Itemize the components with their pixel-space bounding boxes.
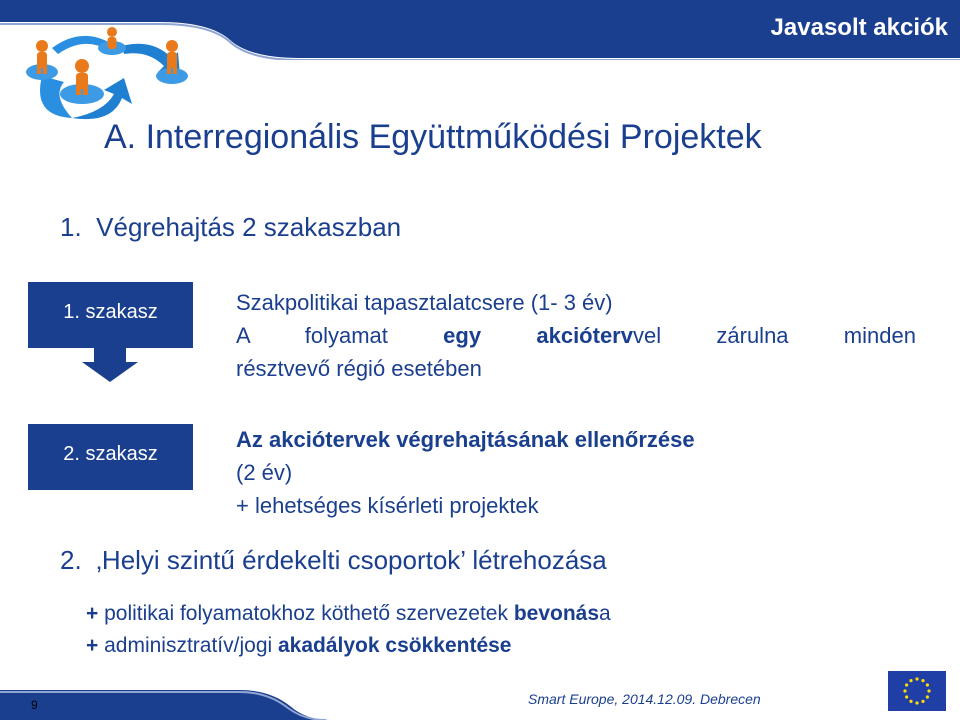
eu-star — [926, 683, 929, 686]
eu-star — [926, 695, 929, 698]
eu-star — [921, 700, 924, 703]
stage-2-line-2: (2 év) — [236, 460, 293, 485]
page-number: 9 — [31, 698, 38, 712]
page-title: A. Interregionális Együttműködési Projektek — [104, 118, 762, 156]
eu-star — [905, 683, 908, 686]
section-2-text: ‚Helyi szintű érdekelti csoportok’ létrehozása — [96, 545, 607, 575]
list-item: + adminisztratív/jogi akadályok csökkentése — [86, 634, 512, 657]
stage-1-line-1: Szakpolitikai tapasztalatcsere (1- 3 év) — [236, 290, 613, 315]
stage-1-description — [236, 286, 916, 385]
footer-bar — [0, 676, 960, 720]
stage-1-line-3: résztvevő régió esetében — [236, 356, 482, 381]
eu-star — [905, 695, 908, 698]
section-1-heading — [60, 212, 401, 243]
list-item: + politikai folyamatokhoz köthető szervezetek bevonása — [86, 602, 611, 625]
eu-star — [921, 679, 924, 682]
eu-star — [903, 689, 906, 692]
eu-star — [915, 701, 918, 704]
eu-flag-icon — [888, 671, 946, 711]
header-title: Javasolt akciók — [770, 14, 948, 41]
eu-star — [909, 679, 912, 682]
down-arrow-icon — [82, 346, 138, 382]
stage-1-line-2: A folyamat egy akciótervvel zárulna minden — [236, 323, 916, 348]
stage-2-box: 2. szakasz — [28, 424, 193, 490]
section-2-number: 2. — [60, 545, 82, 575]
stage-2-line-3: + lehetséges kísérleti projektek — [236, 493, 539, 518]
stage-1-box: 1. szakasz — [28, 282, 193, 348]
eu-star — [915, 677, 918, 680]
eu-star — [927, 689, 930, 692]
section-2-heading — [60, 545, 607, 576]
eu-star — [909, 700, 912, 703]
section-1-text: Végrehajtás 2 szakaszban — [96, 212, 402, 242]
footer-text: Smart Europe, 2014.12.09. Debrecen — [528, 691, 761, 707]
stage-2-description — [236, 423, 916, 522]
bullet-list — [86, 598, 611, 662]
stage-2-line-1: Az akciótervek végrehajtásának ellenőrzése — [236, 427, 695, 452]
section-1-number: 1. — [60, 212, 82, 242]
